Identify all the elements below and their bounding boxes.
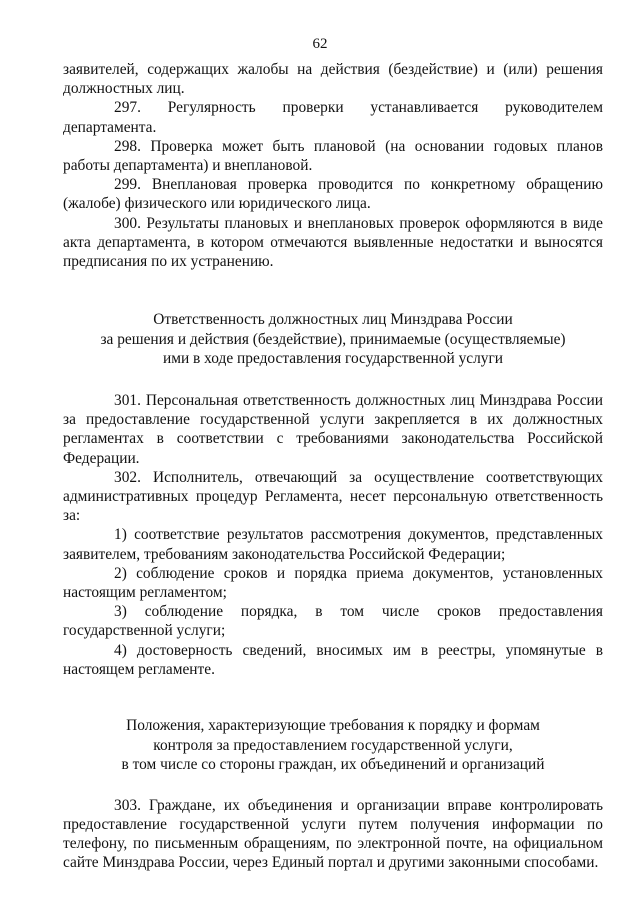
heading-line: Положения, характеризующие требования к порядку и формам [126, 717, 540, 735]
heading-line: за решения и действия (бездействие), принимаемые (осуществляемые) [100, 330, 566, 348]
list-item-2: 2) соблюдение сроков и порядка приема документов, установленных настоящим регламентом; [63, 564, 603, 602]
paragraph-299: 299. Внеплановая проверка проводится по конкретному обращению (жалобе) физического или юридического лица. [63, 176, 603, 213]
spacer [63, 775, 603, 796]
section-heading-responsibility [63, 310, 603, 369]
spacer [63, 679, 603, 716]
list-item-4: 4) достоверность сведений, вносимых им в реестры, упомянутые в настоящем регламенте. [63, 641, 603, 678]
paragraph-303: 303. Граждане, их объединения и организации вправе контролировать предоставление государственной услуги путем получения информации по телефону, по письменным обращениям, по электронной почте, на официальном сайте Минздрава России, через Единый портал и другими законными способами. [63, 796, 603, 872]
paragraph-300: 300. Результаты плановых и внеплановых проверок оформляются в виде акта департамента, в котором отмечаются выявленные недостатки и выносятся предписания по их устранению. [63, 214, 603, 271]
heading-line: контроля за предоставлением государственной услуги, [153, 736, 513, 754]
document-body [63, 60, 603, 873]
heading-line: в том числе со стороны граждан, их объединений и организаций [121, 756, 545, 774]
section-heading-control [63, 716, 603, 775]
spacer [63, 271, 603, 310]
list-item-1: 1) соответствие результатов рассмотрения документов, представленных заявителем, требованиям законодательства Российской Федерации; [63, 526, 603, 563]
spacer [63, 369, 603, 391]
paragraph-301: 301. Персональная ответственность должностных лиц Минздрава России за предоставление государственной услуги закрепляется в их должностных регламентах в соответствии с требованиями законодательства Российской Федерации. [63, 392, 603, 467]
paragraph-297: 297. Регулярность проверки устанавливается руководителем департамента. [63, 99, 603, 136]
heading-line: ими в ходе предоставления государственной услуги [162, 350, 504, 368]
paragraph-continuation: заявителей, содержащих жалобы на действия (бездействие) и (или) решения должностных лиц. [63, 61, 603, 98]
heading-line: Ответственность должностных лиц Минздрава России [153, 311, 513, 329]
paragraph-302: 302. Исполнитель, отвечающий за осуществление соответствующих административных процедур Регламента, несет персональную ответственность за: [63, 468, 603, 525]
page-number: 62 [312, 36, 328, 52]
list-item-3: 3) соблюдение порядка, в том числе сроков предоставления государственной услуги; [63, 603, 603, 640]
paragraph-298: 298. Проверка может быть плановой (на основании годовых планов работы департамента) и внеплановой. [63, 137, 603, 175]
